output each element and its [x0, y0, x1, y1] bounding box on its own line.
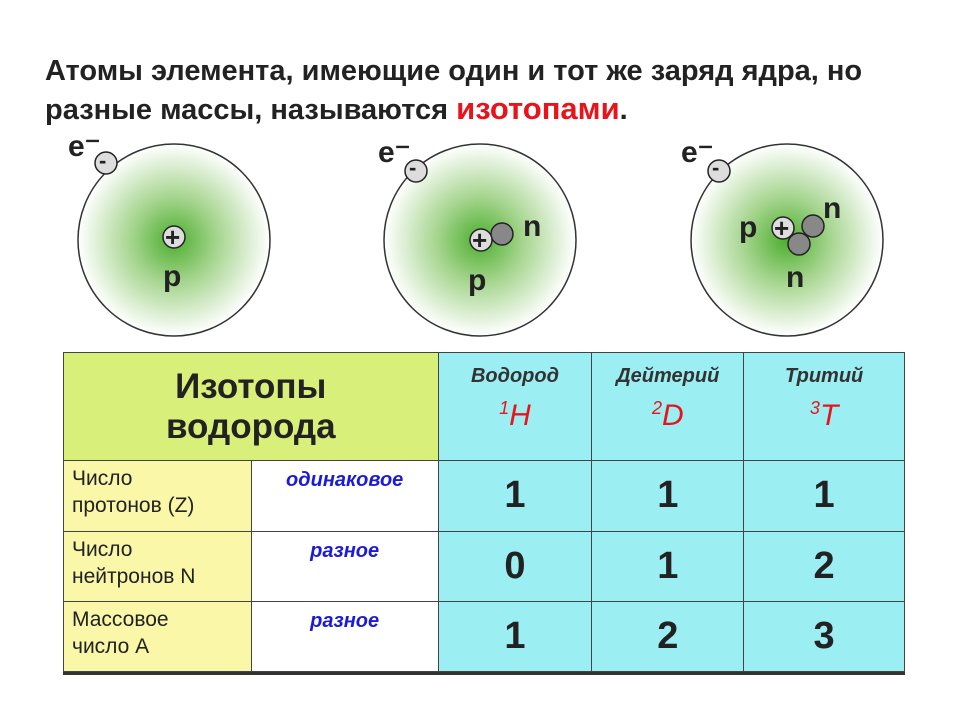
atom-hydrogen — [60, 130, 290, 338]
electron-sign: - — [712, 155, 720, 180]
value-cell: 1 — [592, 531, 744, 601]
table-row-neutrons — [64, 531, 905, 601]
table-title-line2: водорода — [166, 406, 336, 446]
row-label-line1: Число — [72, 537, 133, 561]
isotope-symbol — [439, 398, 592, 433]
electron-label: e⁻ — [378, 136, 411, 169]
isotope-name: Водород — [470, 365, 559, 387]
isotope-symbol — [592, 398, 743, 433]
symbol-letter: H — [509, 399, 531, 432]
electron-sign: - — [409, 155, 417, 180]
value-cell: 0 — [438, 531, 592, 601]
value-cell: 1 — [592, 461, 744, 531]
table-bottom-rule — [63, 672, 905, 675]
definition-main: Атомы элемента, имеющие один и тот же заряд ядра, но разные массы, называются — [45, 55, 863, 126]
value-cell: 2 — [744, 531, 905, 601]
table-row-protons — [64, 461, 905, 531]
isotope-name: Дейтерий — [616, 365, 720, 387]
table-title-line1: Изотопы — [175, 366, 327, 406]
row-label-line1: Число — [72, 467, 133, 491]
row-label — [64, 601, 252, 671]
isotope-header-protium — [438, 353, 592, 461]
mass-number: 1 — [499, 398, 510, 418]
proton-sign: + — [472, 225, 488, 255]
row-label-line1: Массовое — [72, 607, 169, 631]
row-comparison: разное — [251, 601, 438, 671]
value-cell: 3 — [744, 601, 905, 671]
proton-label: p — [163, 260, 182, 293]
proton-sign: + — [165, 222, 181, 252]
table-title — [64, 353, 439, 461]
row-comparison: разное — [251, 531, 438, 601]
proton-label: p — [468, 264, 487, 297]
isotope-name: Тритий — [784, 365, 864, 387]
isotope-symbol — [744, 398, 904, 433]
symbol-letter: D — [661, 399, 684, 432]
neutron-label-bottom: n — [786, 261, 805, 294]
neutron-label: n — [523, 210, 542, 243]
row-comparison: одинаковое — [251, 461, 438, 531]
atom-tritium — [673, 138, 903, 338]
proton-sign: + — [774, 213, 790, 243]
value-cell: 1 — [438, 461, 592, 531]
row-label — [64, 531, 252, 601]
mass-number: 3 — [809, 398, 820, 418]
mass-number: 2 — [651, 398, 662, 418]
definition-text — [45, 52, 925, 129]
definition-end: . — [619, 94, 628, 126]
neutron-icon — [802, 215, 824, 237]
electron-label: e⁻ — [681, 136, 714, 169]
symbol-letter: T — [819, 399, 839, 432]
electron-sign: - — [99, 148, 107, 173]
table-row-mass-number — [64, 601, 905, 671]
row-label — [64, 461, 252, 531]
isotopes-table — [63, 352, 905, 672]
value-cell: 2 — [592, 601, 744, 671]
neutron-icon — [491, 223, 513, 245]
isotope-header-deuterium — [592, 353, 744, 461]
proton-label: p — [739, 211, 758, 244]
atom-deuterium — [368, 138, 598, 338]
isotope-header-tritium — [744, 353, 905, 461]
row-label-line2: нейтронов N — [72, 564, 196, 588]
row-label-line2: число А — [72, 634, 150, 658]
value-cell: 1 — [744, 461, 905, 531]
value-cell: 1 — [438, 601, 592, 671]
electron-label: e⁻ — [68, 130, 101, 163]
row-label-line2: протонов (Z) — [72, 494, 195, 518]
neutron-label-top: n — [823, 192, 842, 225]
definition-highlight: изотопами — [456, 91, 620, 126]
